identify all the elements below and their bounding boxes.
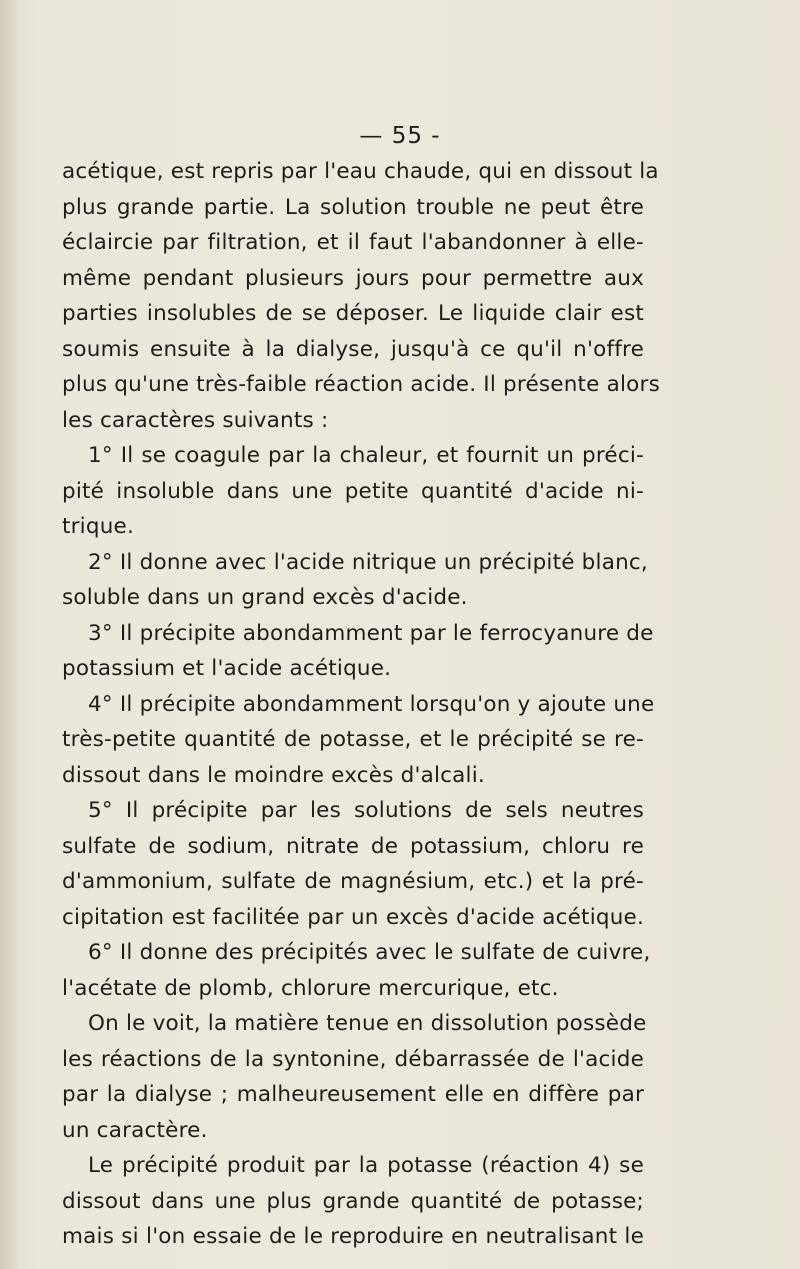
text-line: d'ammonium, sulfate de magnésium, etc.) et la pré- [62, 869, 644, 894]
text-line: dissout dans le moindre excès d'alcali. [62, 762, 485, 788]
text-line: soumis ensuite à la dialyse, jusqu'à ce qu'il n'offre [62, 336, 644, 362]
binding-shadow [0, 0, 18, 1269]
text-line: plus grande partie. La solution trouble ne peut être [62, 194, 644, 220]
text-line: mais si l'on essaie de le reproduire en neutralisant le [62, 1224, 644, 1249]
text-line: On le voit, la matière tenue en dissolution possède [88, 1011, 647, 1036]
text-line: éclaircie par filtration, et il faut l'abandonner à elle- [62, 230, 644, 255]
text-line: par la dialyse ; malheureusement elle en diffère par [62, 1082, 644, 1107]
text-line: l'acétate de plomb, chlorure mercurique, etc. [62, 975, 559, 1001]
text-line: Le précipité produit par la potasse (réaction 4) se [88, 1153, 644, 1178]
text-line: un caractère. [62, 1117, 208, 1143]
text-line: même pendant plusieurs jours pour permettre aux [62, 265, 644, 291]
page-number: — 55 - [359, 123, 441, 149]
text-line: potassium et l'acide acétique. [62, 656, 392, 681]
text-line: acétique, est repris par l'eau chaude, qui en dissout la [62, 159, 659, 184]
body-text [62, 154, 660, 1255]
text-line: 6° Il donne des précipités avec le sulfate de cuivre, [88, 940, 651, 965]
text-line: les caractères suivants : [62, 407, 329, 433]
text-line: 4° Il précipite abondamment lorsqu'on y ajoute une [88, 691, 655, 717]
text-line: les réactions de la syntonine, débarrassée de l'acide [62, 1046, 644, 1072]
text-line: pité insoluble dans une petite quantité d'acide ni- [62, 478, 644, 504]
text-line: 5° Il précipite par les solutions de sels neutres [88, 798, 644, 823]
text-line: trique. [62, 514, 134, 539]
text-line: soluble dans un grand excès d'acide. [62, 585, 468, 610]
text-line: cipitation est facilitée par un excès d'acide acétique. [62, 904, 644, 930]
text-line: parties insolubles de se déposer. Le liquide clair est [62, 301, 644, 326]
text-line: plus qu'une très-faible réaction acide. Il présente alors [62, 372, 660, 397]
text-line: dissout dans une plus grande quantité de potasse; [62, 1188, 644, 1214]
text-line: sulfate de sodium, nitrate de potassium, chloru re [62, 833, 644, 859]
text-line: très-petite quantité de potasse, et le précipité se re- [62, 727, 644, 752]
text-line: 2° Il donne avec l'acide nitrique un précipité blanc, [88, 549, 648, 575]
text-line: 3° Il précipite abondamment par le ferrocyanure de [88, 620, 654, 646]
text-line: 1° Il se coagule par la chaleur, et fournit un préci- [88, 443, 644, 468]
